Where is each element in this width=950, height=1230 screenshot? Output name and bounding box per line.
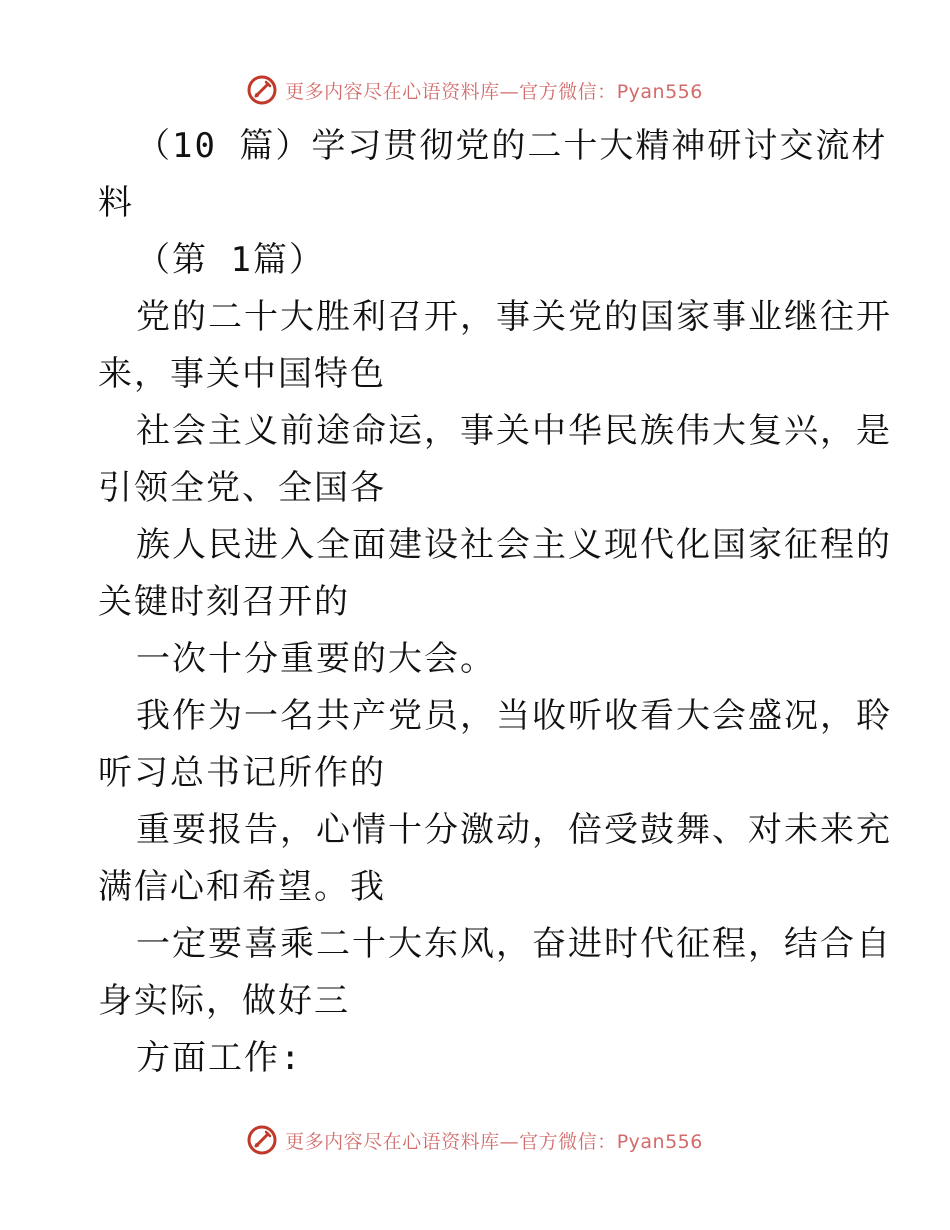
- paragraph-line: 引领全党、全国各: [98, 468, 386, 508]
- paragraph-line: 党的二十大胜利召开，事关党的国家事业继往开: [136, 297, 892, 337]
- paragraph-line: 重要报告，心情十分激动，倍受鼓舞、对未来充: [136, 810, 892, 850]
- section-heading: （第 1篇）: [136, 240, 325, 280]
- banner-text: [285, 1127, 703, 1154]
- banner-contact-label: 官方微信：: [519, 1130, 617, 1153]
- banner-contact-id: Pyan556: [616, 1130, 703, 1153]
- paragraph-line: 我作为一名共产党员，当收听收看大会盛况，聆: [136, 696, 892, 736]
- banner-site-text: 更多内容尽在心语资料库: [285, 80, 500, 103]
- banner-site-text: 更多内容尽在心语资料库: [285, 1130, 500, 1153]
- banner-separator: —: [499, 1130, 520, 1153]
- banner-text: [285, 77, 703, 104]
- paragraph-line: 一定要喜乘二十大东风，奋进时代征程，结合自: [136, 924, 892, 964]
- paragraph-line: 社会主义前途命运，事关中华民族伟大复兴，是: [136, 411, 892, 451]
- banner-contact-label: 官方微信：: [519, 80, 617, 103]
- paragraph-line: 方面工作:: [136, 1038, 303, 1078]
- paragraph-line: 关键时刻召开的: [98, 582, 350, 622]
- paragraph-line: 满信心和希望。我: [98, 867, 386, 907]
- brand-logo-icon: [247, 75, 277, 105]
- document-title-line-2: 料: [98, 183, 134, 223]
- footer-watermark-banner: [0, 1120, 950, 1160]
- header-watermark-banner: [0, 70, 950, 110]
- document-title-line-1: （10 篇）学习贯彻党的二十大精神研讨交流材: [136, 126, 888, 166]
- paragraph-line: 族人民进入全面建设社会主义现代化国家征程的: [136, 525, 892, 565]
- paragraph-line: 来，事关中国特色: [98, 354, 386, 394]
- banner-separator: —: [499, 80, 520, 103]
- paragraph-line: 一次十分重要的大会。: [136, 639, 496, 679]
- paragraph-line: 身实际，做好三: [98, 981, 350, 1021]
- banner-contact-id: Pyan556: [616, 80, 703, 103]
- brand-logo-icon: [247, 1125, 277, 1155]
- paragraph-line: 听习总书记所作的: [98, 753, 386, 793]
- document-body: [98, 118, 892, 1087]
